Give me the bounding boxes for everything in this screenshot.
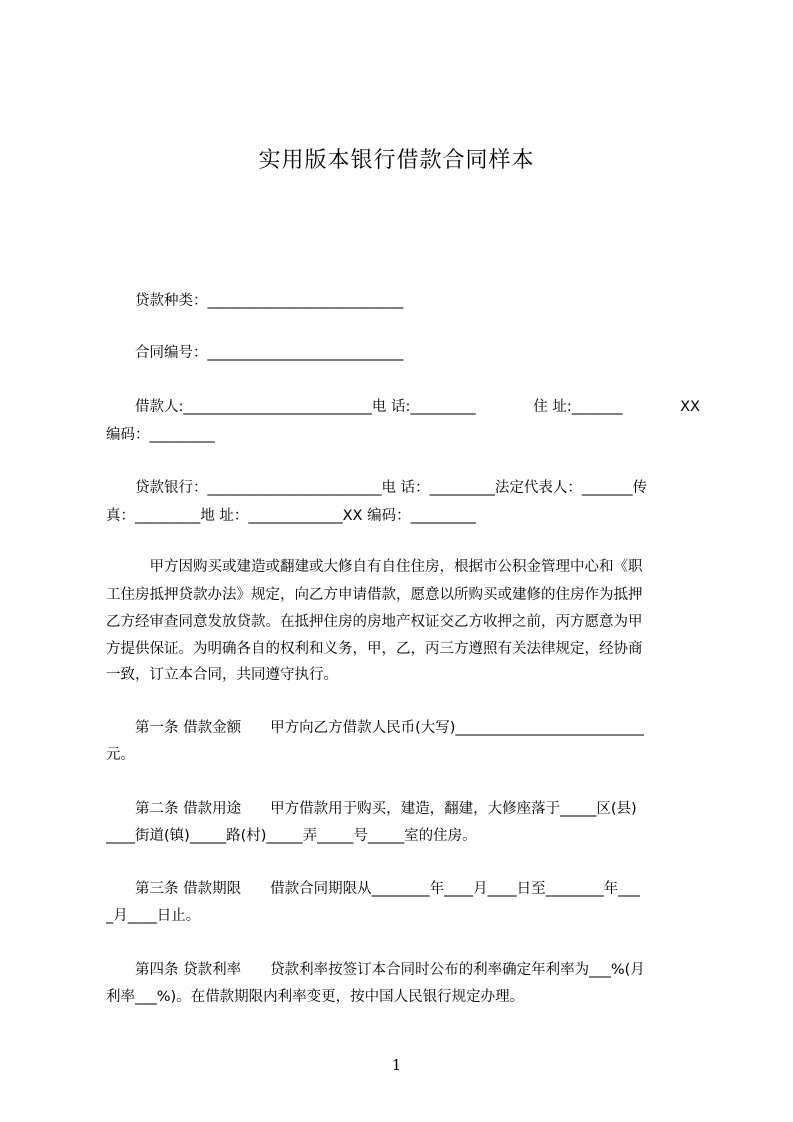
preamble-line-5: 一致，订立本合同，共同遵守执行。 [106,667,338,683]
borrower-address: 住 址:_______ [533,399,623,415]
article-4-line-1: 第四条 贷款利率 贷款利率按签订本合同时公布的利率确定年利率为___%(月 [106,962,645,978]
borrower-line-1 [106,397,700,417]
document-title: 实用版本银行借款合同样本 [258,148,535,173]
preamble-line-3: 乙方经审查同意发放贷款。在抵押住房的房地产权证交乙方收押之前，丙方愿意为甲 [106,614,643,630]
bank-line-2: 真：_________地 址：_____________XX 编码：_________ [106,508,476,524]
article-2-line-2: ____街道(镇)_____路(村)_____弄_____号_____室的住房。 [106,828,477,844]
bank-line-1: 贷款银行：________________________电 话：_________法定代表人：_______传 [106,480,648,496]
article-4-line-2: 利率___%)。在借款期限内利率变更，按中国人民银行规定办理。 [106,989,525,1005]
preamble-line-1: 甲方因购买或建造或翻建或大修自有自住住房，根据市公积金管理中心和《职 [106,559,643,575]
borrower-line-2: 编码：_________ [106,427,215,443]
loan-type-field: 贷款种类：___________________________ [106,293,404,309]
borrower-postcode-label: XX [680,399,700,415]
page-number: 1 [391,1056,402,1074]
article-3-line-2: _月____日止。 [106,908,201,924]
preamble-line-2: 工住房抵押贷款办法》规定，向乙方申请借款，愿意以所购买或建修的住房作为抵押 [106,587,643,603]
article-3-line-1: 第三条 借款期限 借款合同期限从________年____月____日至________年___ [106,881,640,897]
contract-number-field: 合同编号：___________________________ [106,345,404,361]
preamble-line-4: 方提供保证。为明确各自的权利和义务，甲，乙，丙三方遵照有关法律规定，经协商 [106,641,643,657]
article-1-line-1: 第一条 借款金额 甲方向乙方借款人民币(大写)__________________________ [106,720,644,736]
borrower-name-phone: 借款人:__________________________电 话:_________ [106,399,476,415]
article-2-line-1: 第二条 借款用途 甲方借款用于购买，建造，翻建，大修座落于_____区(县) [106,801,637,817]
article-1-line-2: 元。 [106,747,135,763]
